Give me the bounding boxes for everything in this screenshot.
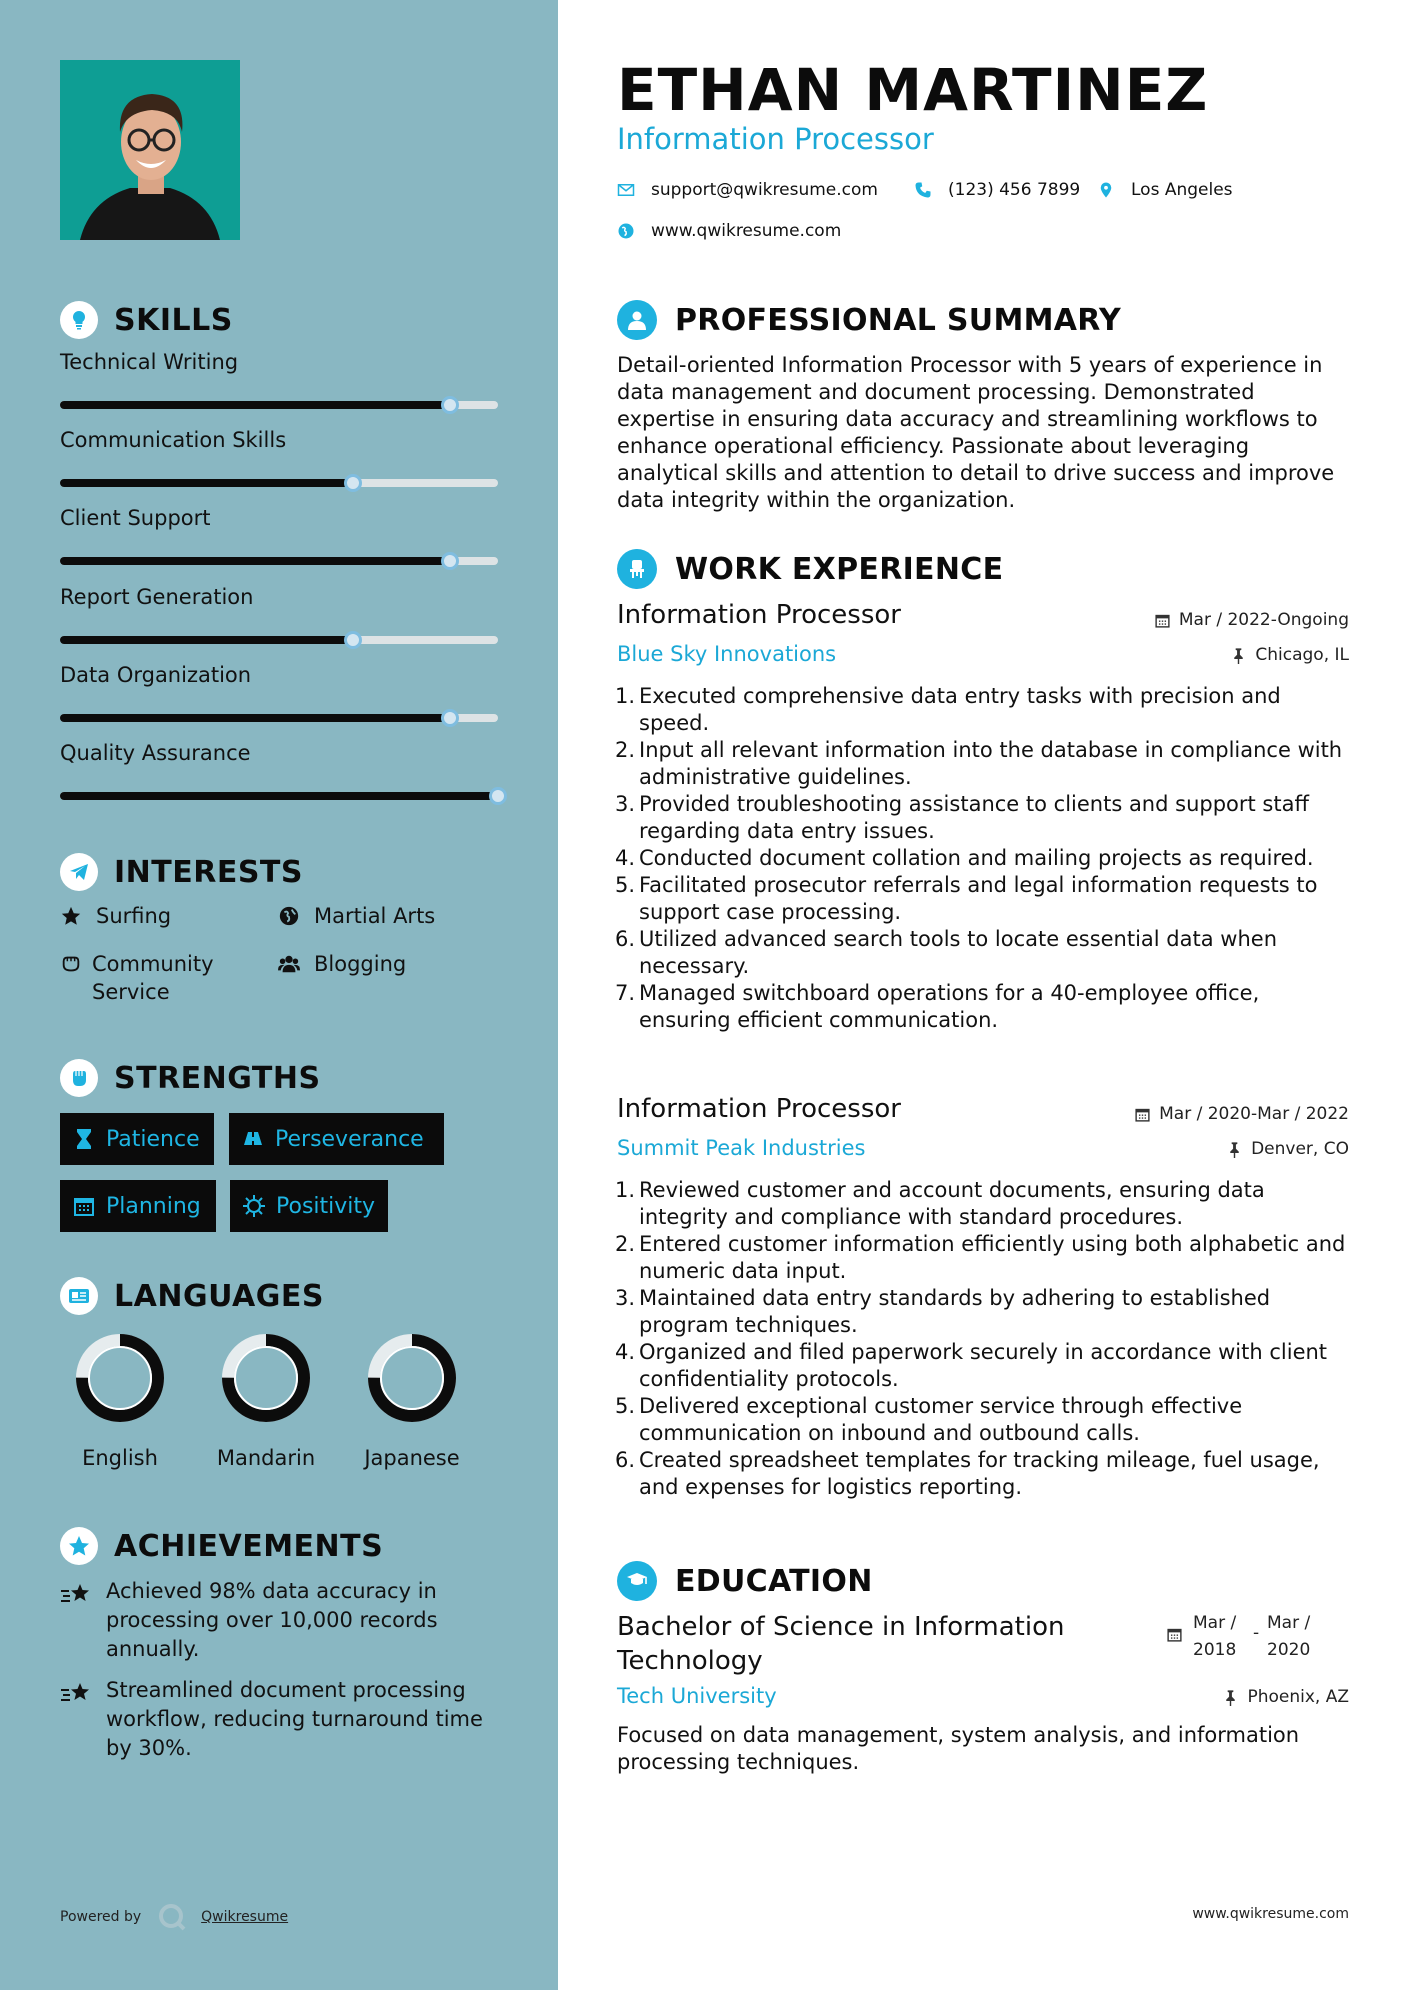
strength-label: Perseverance xyxy=(275,1126,424,1152)
skill-item xyxy=(60,350,500,374)
experience-heading xyxy=(617,549,1003,589)
bullet-number: 3. xyxy=(614,792,635,816)
bullet-number: 5. xyxy=(614,1394,635,1418)
location-text: Los Angeles xyxy=(1131,180,1233,200)
avatar xyxy=(60,60,240,240)
education-start xyxy=(1193,1610,1253,1664)
skill-bar xyxy=(60,479,498,487)
skill-bar-handle xyxy=(489,787,507,805)
skill-item xyxy=(60,506,500,530)
bullet-text: Utilized advanced search tools to locate essential data when necessary. xyxy=(639,927,1277,978)
bullet-text: Maintained data entry standards by adhering to established program techniques. xyxy=(639,1286,1271,1337)
skill-bar-handle xyxy=(344,474,362,492)
job-bullet xyxy=(608,872,1348,926)
school-name: Tech University xyxy=(617,1684,777,1708)
job-dates xyxy=(1134,1104,1349,1124)
skill-item xyxy=(60,428,500,452)
education-end-month: Mar / xyxy=(1267,1613,1311,1633)
education-location xyxy=(1222,1687,1349,1707)
strength-tag xyxy=(60,1180,216,1232)
skill-bar-fill xyxy=(60,714,450,722)
language-name: Japanese xyxy=(364,1446,460,1470)
bullet-text: Organized and filed paperwork securely in accordance with client confidentiality protocols. xyxy=(639,1340,1328,1391)
brand-link[interactable]: Qwikresume xyxy=(201,1909,289,1925)
job-bullet xyxy=(608,845,1348,872)
chair-icon xyxy=(617,549,657,589)
strength-label: Positivity xyxy=(276,1193,376,1219)
achievement-item xyxy=(60,1676,510,1763)
bullet-text: Reviewed customer and account documents, ensuring data integrity and compliance with standard procedures. xyxy=(639,1178,1265,1229)
calendar-icon xyxy=(72,1194,96,1218)
phone-contact[interactable] xyxy=(914,180,1080,200)
language-name: Mandarin xyxy=(216,1446,316,1470)
skill-name: Quality Assurance xyxy=(60,741,251,765)
job-bullet xyxy=(608,926,1348,980)
language-ring-inner xyxy=(381,1347,443,1409)
education-end-year: 2020 xyxy=(1267,1640,1311,1660)
achievements-title: ACHIEVEMENTS xyxy=(114,1528,384,1564)
map-pin-icon xyxy=(1097,181,1115,199)
bullet-number: 7. xyxy=(614,981,635,1005)
strength-tag xyxy=(229,1113,444,1165)
sidebar xyxy=(0,0,558,1990)
star-badge-icon xyxy=(60,1527,98,1565)
lightbulb-icon xyxy=(60,301,98,339)
experience-title: WORK EXPERIENCE xyxy=(675,551,1004,587)
powered-by xyxy=(60,1902,288,1932)
bullet-number: 6. xyxy=(614,927,635,951)
hourglass-icon xyxy=(72,1127,96,1151)
job-bullet xyxy=(608,1393,1348,1447)
company-name: Blue Sky Innovations xyxy=(617,642,837,666)
skill-bar-fill xyxy=(60,557,450,565)
job-location-text: Denver, CO xyxy=(1251,1139,1349,1159)
job-bullet xyxy=(608,683,1348,737)
skill-bar xyxy=(60,557,498,565)
language-item xyxy=(206,1330,326,1470)
fist-icon xyxy=(60,1059,98,1097)
language-ring xyxy=(218,1330,314,1426)
education-start-year: 2018 xyxy=(1193,1640,1237,1660)
bullet-number: 4. xyxy=(614,846,635,870)
summary-title: PROFESSIONAL SUMMARY xyxy=(675,302,1122,338)
bullet-number: 2. xyxy=(614,1232,635,1256)
bullet-number: 3. xyxy=(614,1286,635,1310)
email-text: support@qwikresume.com xyxy=(651,180,878,200)
language-ring-inner xyxy=(89,1347,151,1409)
strengths-heading xyxy=(60,1059,321,1097)
skill-bar-fill xyxy=(60,792,498,800)
job-bullet xyxy=(608,737,1348,791)
bullet-text: Delivered exceptional customer service through effective communication on inbound and outbound calls. xyxy=(639,1394,1243,1445)
bullet-number: 4. xyxy=(614,1340,635,1364)
achievement-item xyxy=(60,1577,510,1664)
achievements-heading xyxy=(60,1527,383,1565)
language-item xyxy=(60,1330,180,1470)
job-dates-text: Mar / 2020-Mar / 2022 xyxy=(1159,1104,1349,1124)
skill-bar-handle xyxy=(441,552,459,570)
bullet-text: Facilitated prosecutor referrals and legal information requests to support case processing. xyxy=(639,873,1318,924)
interest-item xyxy=(278,950,406,978)
interests-heading xyxy=(60,853,303,891)
bullet-text: Conducted document collation and mailing projects as required. xyxy=(639,846,1314,870)
pushpin-icon xyxy=(1230,647,1247,664)
language-ring xyxy=(364,1330,460,1426)
strengths-title: STRENGTHS xyxy=(114,1060,321,1096)
calendar-icon xyxy=(1166,1626,1183,1643)
phone-icon xyxy=(914,181,932,199)
graduate-icon xyxy=(617,1561,657,1601)
shooting-star-icon xyxy=(60,1577,96,1664)
profile-photo xyxy=(60,60,240,240)
footer-url[interactable]: www.qwikresume.com xyxy=(1192,1906,1349,1922)
job-bullet xyxy=(608,791,1348,845)
company-name: Summit Peak Industries xyxy=(617,1136,866,1160)
skill-bar-handle xyxy=(441,709,459,727)
user-icon xyxy=(617,300,657,340)
skill-bar xyxy=(60,401,498,409)
skill-name: Communication Skills xyxy=(60,428,287,453)
interest-label: Martial Arts xyxy=(314,904,436,928)
candidate-name: ETHAN MARTINEZ xyxy=(617,56,1209,124)
bullet-number: 5. xyxy=(614,873,635,897)
skill-bar xyxy=(60,792,498,800)
users-icon xyxy=(278,950,304,978)
interest-label: Blogging xyxy=(314,952,407,976)
skill-bar-fill xyxy=(60,479,353,487)
job-location-text: Chicago, IL xyxy=(1255,645,1349,665)
languages-heading xyxy=(60,1277,324,1315)
skill-item xyxy=(60,585,500,609)
education-dates xyxy=(1166,1610,1327,1664)
pushpin-icon xyxy=(1226,1141,1243,1158)
date-separator: - xyxy=(1253,1623,1260,1643)
skill-bar-handle xyxy=(441,396,459,414)
email-contact[interactable] xyxy=(617,180,878,200)
binoculars-icon xyxy=(241,1127,265,1151)
strength-tag xyxy=(60,1113,214,1165)
skill-bar-handle xyxy=(344,631,362,649)
phone-text: (123) 456 7899 xyxy=(948,180,1081,200)
job-bullets xyxy=(608,683,1348,1034)
bullet-number: 1. xyxy=(614,1178,635,1202)
bullet-number: 2. xyxy=(614,738,635,762)
interest-item xyxy=(278,902,435,930)
strength-label: Planning xyxy=(106,1193,201,1219)
language-item xyxy=(352,1330,472,1470)
bullet-text: Managed switchboard operations for a 40-employee office, ensuring efficient communication. xyxy=(639,981,1260,1032)
location-contact xyxy=(1097,180,1233,200)
skills-title: SKILLS xyxy=(114,302,233,338)
job-bullet xyxy=(608,1285,1348,1339)
summary-heading xyxy=(617,300,1121,340)
job-dates-text: Mar / 2022-Ongoing xyxy=(1178,610,1349,630)
interest-item xyxy=(60,950,250,1006)
bullet-number: 1. xyxy=(614,684,635,708)
bullet-text: Input all relevant information into the database in compliance with administrative guidelines. xyxy=(639,738,1343,789)
star-icon xyxy=(60,902,86,930)
calendar-icon xyxy=(1134,1106,1151,1123)
education-heading xyxy=(617,1561,873,1601)
bullet-text: Created spreadsheet templates for tracking mileage, fuel usage, and expenses for logistics reporting. xyxy=(639,1448,1320,1499)
calendar-icon xyxy=(1154,612,1171,629)
skill-bar xyxy=(60,714,498,722)
paper-plane-icon xyxy=(60,853,98,891)
skill-bar-fill xyxy=(60,401,450,409)
skill-item xyxy=(60,663,500,687)
website-text: www.qwikresume.com xyxy=(651,221,842,241)
skill-name: Data Organization xyxy=(60,662,252,687)
job-title: Information Processor xyxy=(617,1094,901,1124)
pushpin-icon xyxy=(1222,1689,1239,1706)
qwikresume-logo xyxy=(157,1902,187,1932)
language-ring xyxy=(72,1330,168,1426)
job-bullet xyxy=(608,980,1348,1034)
education-start-month: Mar / xyxy=(1193,1613,1237,1633)
skill-bar xyxy=(60,636,498,644)
summary-text: Detail-oriented Information Processor with 5 years of experience in data management and document processing. Demonstrated expertise in ensuring data accuracy and streamlining workflows to enhance operational efficiency. Passionate about leveraging analytical skills and attention to detail to drive success and improve data integrity within the organization. xyxy=(617,353,1335,512)
shooting-star-icon xyxy=(60,1676,96,1763)
strength-label: Patience xyxy=(106,1126,200,1152)
sun-icon xyxy=(242,1194,266,1218)
job-bullet xyxy=(608,1177,1348,1231)
education-location-text: Phoenix, AZ xyxy=(1247,1687,1349,1707)
bullet-number: 6. xyxy=(614,1448,635,1472)
skill-name: Report Generation xyxy=(60,584,254,609)
job-dates xyxy=(1154,610,1349,630)
achievement-text: Streamlined document processing workflow, reducing turnaround time by 30%. xyxy=(106,1678,483,1760)
skill-name: Technical Writing xyxy=(60,350,239,374)
interest-label: Surfing xyxy=(96,904,172,928)
bullet-text: Entered customer information efficiently using both alphabetic and numeric data input. xyxy=(639,1232,1346,1283)
job-title: Information Processor xyxy=(617,600,901,630)
bullet-text: Provided troubleshooting assistance to clients and support staff regarding data entry issues. xyxy=(639,792,1309,843)
job-bullet xyxy=(608,1339,1348,1393)
powered-by-label: Powered by xyxy=(60,1909,142,1925)
interest-label: Community Service xyxy=(92,952,214,1004)
interests-title: INTERESTS xyxy=(114,854,303,890)
skill-item xyxy=(60,741,500,765)
bullet-text: Executed comprehensive data entry tasks with precision and speed. xyxy=(639,684,1281,735)
envelope-icon xyxy=(617,181,635,199)
job-location xyxy=(1226,1139,1349,1159)
language-ring-inner xyxy=(235,1347,297,1409)
education-title: EDUCATION xyxy=(675,1563,873,1599)
globe-icon xyxy=(617,222,635,240)
languages-title: LANGUAGES xyxy=(114,1278,324,1314)
skills-heading xyxy=(60,301,233,339)
degree-title: Bachelor of Science in Information Technology xyxy=(617,1612,1065,1676)
language-name: English xyxy=(82,1446,158,1470)
interest-item xyxy=(60,902,171,930)
candidate-role: Information Processor xyxy=(617,122,934,156)
job-bullet xyxy=(608,1447,1348,1501)
achievement-text: Achieved 98% data accuracy in processing over 10,000 records annually. xyxy=(106,1579,438,1661)
job-location xyxy=(1230,645,1349,665)
education-description: Focused on data management, system analysis, and information processing techniques. xyxy=(617,1723,1300,1774)
id-card-icon xyxy=(60,1277,98,1315)
skill-name: Client Support xyxy=(60,506,211,531)
education-end xyxy=(1267,1610,1327,1664)
website-contact[interactable] xyxy=(617,221,841,241)
job-bullet xyxy=(608,1231,1348,1285)
skill-bar-fill xyxy=(60,636,353,644)
hand-icon xyxy=(60,950,82,978)
strength-tag xyxy=(230,1180,388,1232)
globe-icon xyxy=(278,902,304,930)
job-bullets xyxy=(608,1177,1348,1501)
